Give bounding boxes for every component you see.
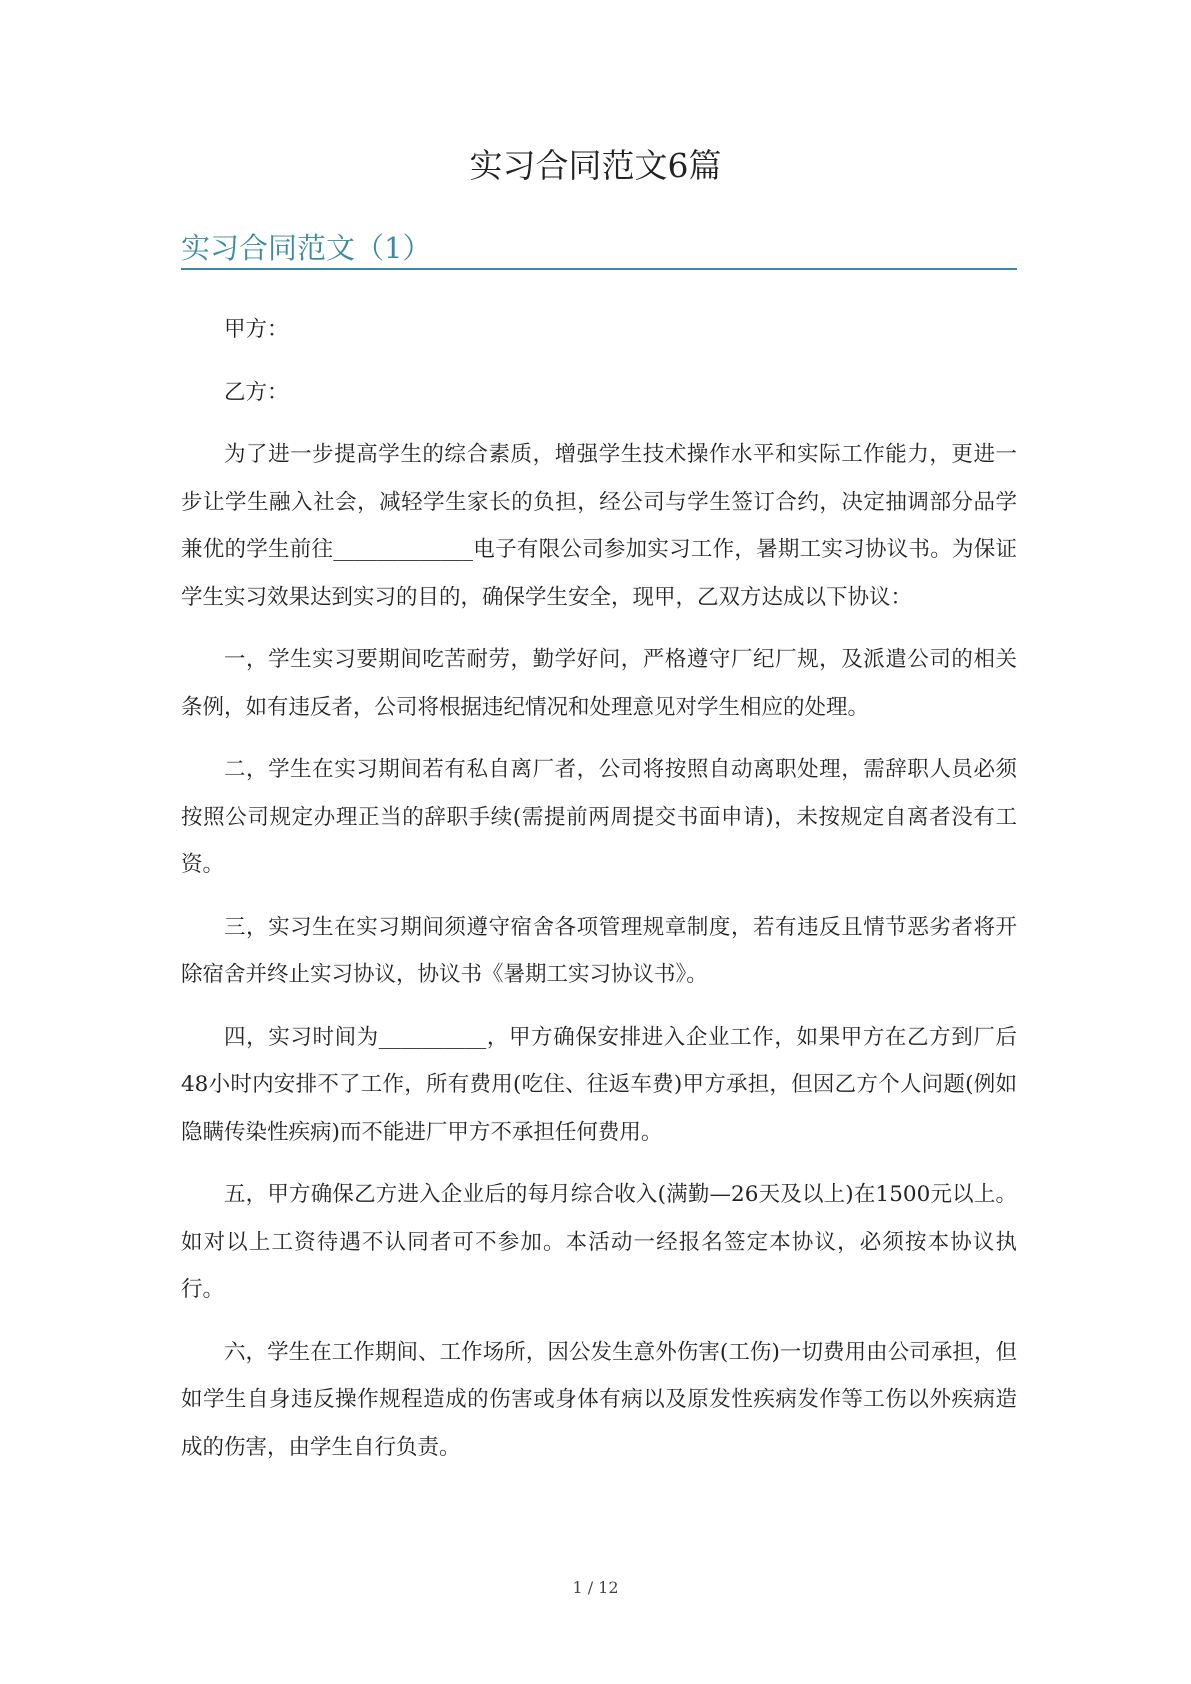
intro-paragraph: 为了进一步提高学生的综合素质，增强学生技术操作水平和实际工作能力，更进一步让学生融入社会，减轻学生家长的负担，经公司与学生签订合约，决定抽调部分品学兼优的学生前往_____________电子有限公司参加实习工作，暑期工实习协议书。为保证学生实习效果达到实习的目的，确保学生安全，现甲，乙双方达成以下协议： — [181, 442, 1017, 610]
clause-1: 一，学生实习要期间吃苦耐劳，勤学好问，严格遵守厂纪厂规，及派遣公司的相关条例，如有违反者，公司将根据违纪情况和处理意见对学生相应的处理。 — [181, 647, 1017, 720]
clause-2: 二，学生在实习期间若有私自离厂者，公司将按照自动离职处理，需辞职人员必须按照公司规定办理正当的辞职手续(需提前两周提交书面申请)，未按规定自离者没有工资。 — [181, 757, 1017, 877]
section-heading: 实习合同范文（1） — [181, 231, 432, 265]
party-a-line: 甲方： — [224, 317, 289, 342]
clause-6: 六，学生在工作期间、工作场所，因公发生意外伤害(工伤)一切费用由公司承担，但如学生自身违反操作规程造成的伤害或身体有病以及原发性疾病发作等工伤以外疾病造成的伤害，由学生自行负责。 — [181, 1339, 1017, 1460]
clause-3: 三，实习生在实习期间须遵守宿舍各项管理规章制度，若有违反且情节恶劣者将开除宿舍并终止实习协议，协议书《暑期工实习协议书》。 — [181, 914, 1017, 987]
document-title: 实习合同范文6篇 — [469, 146, 722, 185]
party-b-line: 乙方： — [224, 379, 289, 405]
clause-5: 五，甲方确保乙方进入企业后的每月综合收入(满勤—26天及以上)在1500元以上。如对以上工资待遇不认同者可不参加。本活动一经报名签定本协议，必须按本协议执行。 — [181, 1182, 1017, 1302]
page-number: 1 / 12 — [572, 1578, 619, 1597]
document-body — [181, 306, 1017, 1486]
clause-4: 四，实习时间为__________，甲方确保安排进入企业工作，如果甲方在乙方到厂后48小时内安排不了工作，所有费用(吃住、往返车费)甲方承担，但因乙方个人问题(例如隐瞒传染性疾病)而不能进厂甲方不承担任何费用。 — [181, 1024, 1017, 1145]
heading-divider — [181, 268, 1017, 270]
